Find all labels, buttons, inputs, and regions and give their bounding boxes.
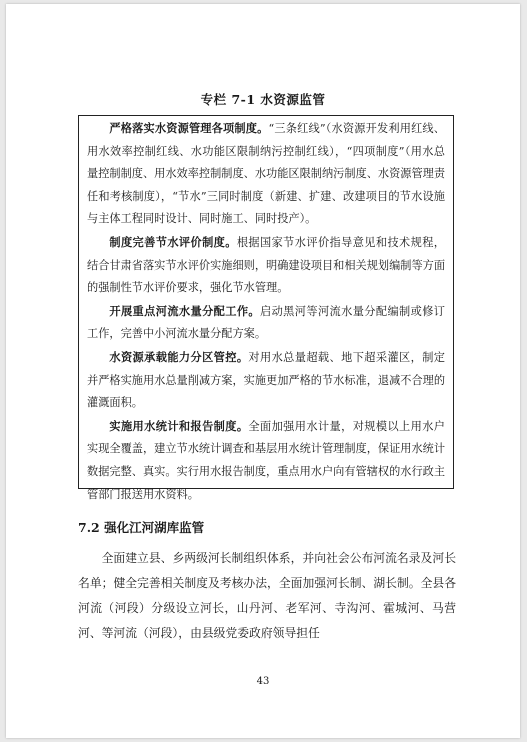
paragraph-lead: 开展重点河流水量分配工作。 — [109, 303, 261, 318]
box-paragraph-5 — [87, 415, 445, 506]
section-paragraph: 全面建立县、乡两级河长制组织体系，并向社会公布河流名录及河长名单；健全完善相关制度及考核办法，全面加强河长制、湖长制。全县各河流（河段）分级设立河长，山丹河、老军河、寺沟河、霍城河、马营河、等河流（河段），由县级党委政府领导担任 — [78, 551, 456, 640]
box-paragraph-1 — [87, 117, 445, 231]
box-paragraph-2 — [87, 231, 445, 300]
box-paragraph-3 — [87, 300, 445, 346]
box-paragraph-4 — [87, 346, 445, 415]
paragraph-text: “三条红线”（水资源开发利用红线、用水效率控制红线、水功能区限制纳污控制红线），“四项制度”（用水总量控制制度、用水效率控制制度、水功能区限制纳污制度、水资源管理责任和考核制度），“节水”三同时制度（新建、扩建、改建项目的节水设施与主体工程同时设计、同时施工、同时投产）。 — [87, 122, 446, 226]
document-page — [6, 4, 520, 738]
paragraph-text: 对用水总量超载、地下超采灌区，制定并严格实施用水总量削减方案，实施更加严格的节水标准，退减不合理的灌溉面积。 — [87, 350, 446, 410]
paragraph-lead: 实施用水统计和报告制度。 — [109, 418, 249, 433]
paragraph-text: 根据国家节水评价指导意见和技术规程，结合甘肃省落实节水评价实施细则，明确建设项目和相关规划编制等方面的强制性节水评价要求，强化节水管理。 — [87, 235, 446, 295]
paragraph-text: 启动黑河等河流水量分配编制或修订工作，完善中小河流水量分配方案。 — [87, 304, 445, 341]
water-resource-box — [78, 115, 454, 501]
page-number: 43 — [256, 676, 270, 687]
paragraph-lead: 严格落实水资源管理各项制度。 — [109, 121, 269, 135]
paragraph-lead: 制度完善节水评价制度。 — [109, 234, 237, 249]
section-body — [78, 546, 456, 646]
paragraph-lead: 水资源承载能力分区管控。 — [109, 349, 249, 364]
paragraph-text: 全面加强用水计量，对规模以上用水户实现全覆盖，建立节水统计调查和基层用水统计管理制度，保证用水统计数据完整、真实。实行用水报告制度，重点用水户向有管辖权的水行政主管部门报送用水资料。 — [87, 419, 446, 501]
section-heading: 7.2 强化江河湖库监管 — [78, 520, 205, 535]
box-title: 专栏 7-1 水资源监管 — [200, 92, 326, 107]
